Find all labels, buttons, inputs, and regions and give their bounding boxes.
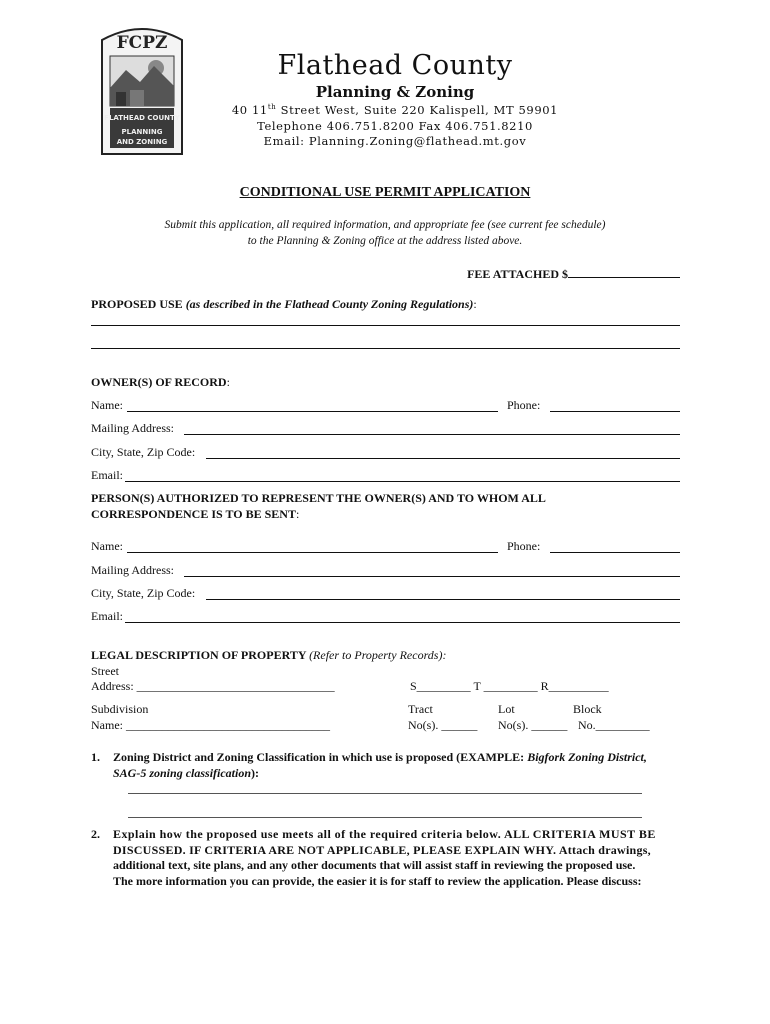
owner-mailing-label: Mailing Address: [91,421,174,435]
question-1-number: 1. [91,750,100,764]
question-2-text: Explain how the proposed use meets all of the required criteria below. ALL CRITERIA MUST BE DISCUSSED. IF CRITERIA ARE NOT APPLICABLE, PLEASE EXPLAIN WHY. Attach drawings, additional text, site plans, and any other documents that will assist staff in reviewing the proposed use. The more information you can provide, the easier it is for staff to review the application. Please discuss: [113,827,656,888]
rep-mailing-label: Mailing Address: [91,563,174,577]
rep-city-field[interactable] [206,599,680,600]
question-2-number: 2. [91,827,100,841]
question-1-field-1[interactable] [128,793,642,794]
instructions-line-1: Submit this application, all required information, and appropriate fee (see current fee schedule) [164,219,606,231]
legal-heading: LEGAL DESCRIPTION OF PROPERTY (Refer to Property Records): [91,648,447,662]
fee-attached: FEE ATTACHED $ [467,266,680,282]
street-label: Street [91,664,119,678]
owner-phone-field[interactable] [550,411,680,412]
owner-email-field[interactable] [125,481,680,482]
rep-name-label: Name: [91,539,123,553]
svg-text:FLATHEAD COUNTY: FLATHEAD COUNTY [104,114,180,122]
owner-phone-label: Phone: [507,398,541,412]
rep-phone-label: Phone: [507,539,541,553]
lot-field[interactable]: No(s). ______ [498,718,568,732]
department-name: Planning & Zoning [315,83,475,101]
section-township-range-field[interactable]: S_________ T _________ R__________ [410,679,609,693]
phone-fax-line: Telephone 406.751.8200 Fax 406.751.8210 [257,119,533,133]
owner-heading: OWNER(S) OF RECORD: [91,375,230,389]
svg-text:PLANNING: PLANNING [121,128,163,136]
county-seal-logo [96,22,188,162]
instructions-line-2: to the Planning & Zoning office at the address listed above. [247,235,523,247]
org-name: Flathead County [277,50,513,81]
rep-heading-1: PERSON(S) AUTHORIZED TO REPRESENT THE OWNER(S) AND TO WHOM ALL [91,491,546,505]
question-1-text: Zoning District and Zoning Classification in which use is proposed (EXAMPLE: Bigfork Zoning District, SAG-5 zoning classification): [113,750,647,780]
block-label: Block [573,702,602,716]
fee-field[interactable] [568,266,680,278]
rep-mailing-field[interactable] [184,576,680,577]
form-title: CONDITIONAL USE PERMIT APPLICATION [239,185,531,200]
rep-city-label: City, State, Zip Code: [91,586,196,600]
owner-name-field[interactable] [127,411,498,412]
owner-city-label: City, State, Zip Code: [91,445,196,459]
owner-email-label: Email: [91,468,123,482]
subdivision-label: Subdivision [91,702,149,716]
svg-text:AND ZONING: AND ZONING [116,138,168,146]
block-field[interactable]: No._________ [578,718,650,732]
rep-heading-2: CORRESPONDENCE IS TO BE SENT: [91,507,300,521]
street-address-field[interactable]: Address: _________________________________ [91,679,335,693]
svg-text:FCPZ: FCPZ [116,33,168,53]
rep-email-field[interactable] [125,622,680,623]
lot-label: Lot [498,702,515,716]
question-1-field-2[interactable] [128,817,642,818]
proposed-use-label: PROPOSED USE (as described in the Flathead County Zoning Regulations): [91,297,477,311]
proposed-use-field-1[interactable] [91,325,680,326]
owner-mailing-field[interactable] [184,434,680,435]
flathead-county-planning-zoning-seal-icon [96,22,188,162]
email-line: Email: Planning.Zoning@flathead.mt.gov [263,134,527,148]
rep-name-field[interactable] [127,552,498,553]
tract-label: Tract [408,702,433,716]
owner-city-field[interactable] [206,458,680,459]
rep-email-label: Email: [91,609,123,623]
subdivision-name-field[interactable]: Name: __________________________________ [91,718,330,732]
rep-phone-field[interactable] [550,552,680,553]
address-line: 40 11th Street West, Suite 220 Kalispell, MT 59901 [231,103,559,117]
tract-field[interactable]: No(s). ______ [408,718,478,732]
owner-name-label: Name: [91,398,123,412]
proposed-use-field-2[interactable] [91,348,680,349]
